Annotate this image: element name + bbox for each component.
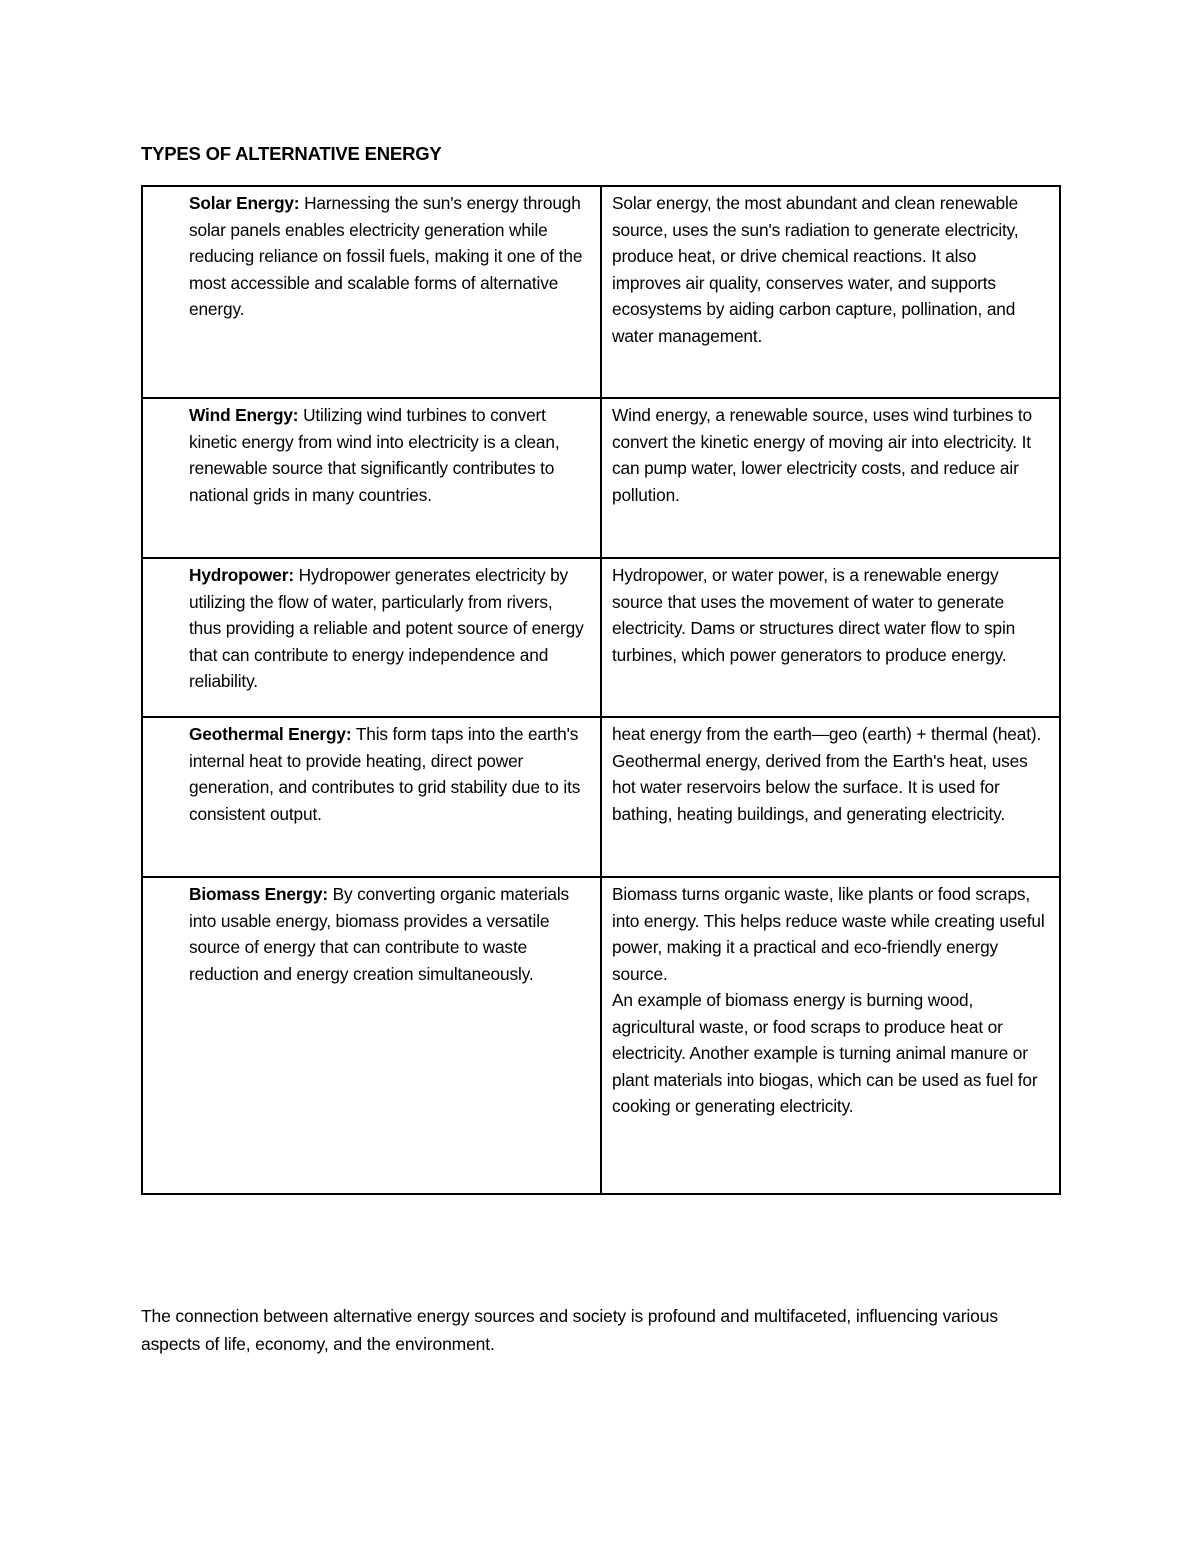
energy-details: Hydropower, or water power, is a renewable energy source that uses the movement of water to generate electricity. Dams or structures direct water flow to spin turbines, which power generators to produce energy. (612, 565, 1016, 665)
summary-cell (142, 558, 601, 717)
summary-cell (142, 877, 601, 1194)
details-cell (601, 186, 1060, 398)
table-row (142, 558, 1060, 717)
details-cell (601, 877, 1060, 1194)
energy-details: Biomass turns organic waste, like plants or food scraps, into energy. This helps reduce waste while creating useful power, making it a practical and eco-friendly energy source. (612, 884, 1045, 984)
energy-term: Wind Energy: (189, 405, 299, 425)
energy-details-example: An example of biomass energy is burning wood, agricultural waste, or food scraps to produce heat or electricity. Another example is turning animal manure or plant materials into biogas, which can be used as fuel for cooking or generating electricity. (612, 990, 1038, 1116)
closing-paragraph: The connection between alternative energy sources and society is profound and multifaceted, influencing various aspects of life, economy, and the environment. (141, 1305, 998, 1354)
details-cell (601, 717, 1060, 877)
energy-term: Geothermal Energy: (189, 724, 352, 744)
energy-details: Wind energy, a renewable source, uses wind turbines to convert the kinetic energy of moving air into electricity. It can pump water, lower electricity costs, and reduce air pollution. (612, 405, 1032, 505)
details-cell (601, 558, 1060, 717)
details-cell (601, 398, 1060, 558)
table-row (142, 877, 1060, 1194)
document-title: TYPES OF ALTERNATIVE ENERGY (141, 143, 442, 164)
energy-summary: By converting organic materials into usable energy, biomass provides a versatile source of energy that can contribute to waste reduction and energy creation simultaneously. (189, 884, 570, 984)
energy-summary: Utilizing wind turbines to convert kinetic energy from wind into electricity is a clean, renewable source that significantly contributes to national grids in many countries. (189, 405, 560, 505)
summary-cell (142, 717, 601, 877)
energy-details: Solar energy, the most abundant and clean renewable source, uses the sun's radiation to generate electricity, produce heat, or drive chemical reactions. It also improves air quality, conserves water, and supports ecosystems by aiding carbon capture, pollination, and water management. (612, 193, 1019, 346)
summary-cell (142, 398, 601, 558)
energy-summary: Harnessing the sun's energy through solar panels enables electricity generation while reducing reliance on fossil fuels, making it one of the most accessible and scalable forms of alternative energy. (189, 193, 583, 319)
table-row (142, 398, 1060, 558)
energy-term: Solar Energy: (189, 193, 300, 213)
energy-types-table (141, 185, 1061, 1195)
table-row (142, 186, 1060, 398)
energy-term: Hydropower: (189, 565, 294, 585)
energy-term: Biomass Energy: (189, 884, 328, 904)
summary-cell (142, 186, 601, 398)
energy-summary: Hydropower generates electricity by utilizing the flow of water, particularly from rivers, thus providing a reliable and potent source of energy that can contribute to energy independence and reliability. (189, 565, 584, 691)
energy-summary: This form taps into the earth's internal heat to provide heating, direct power generation, and contributes to grid stability due to its consistent output. (189, 724, 581, 824)
table-row (142, 717, 1060, 877)
energy-details: heat energy from the earth—geo (earth) + thermal (heat). Geothermal energy, derived from the Earth's heat, uses hot water reservoirs below the surface. It is used for bathing, heating buildings, and generating electricity. (612, 724, 1042, 824)
